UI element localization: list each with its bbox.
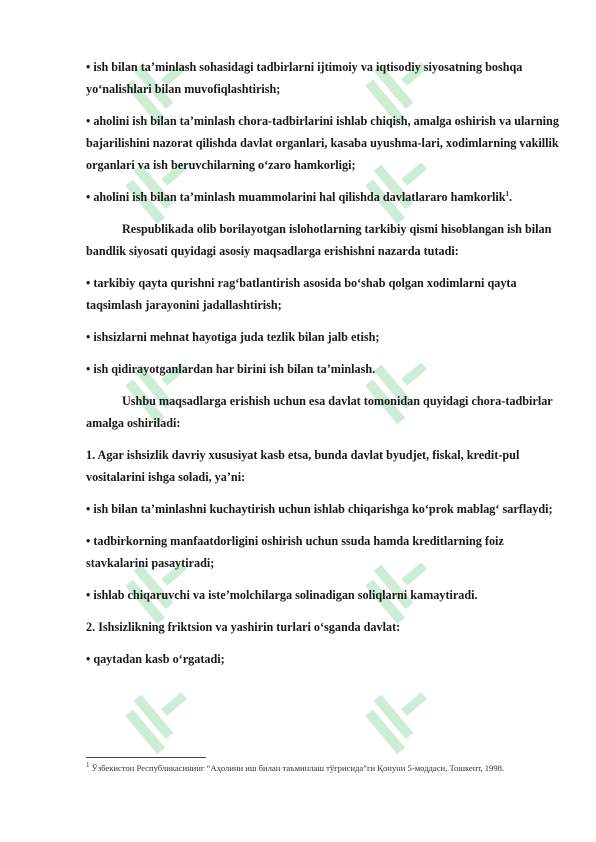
paragraph-end: . — [509, 190, 513, 204]
bullet-paragraph — [86, 186, 566, 208]
bullet-paragraph: • ish qidirayotganlardan har birini ish bilan ta’minlash. — [86, 362, 376, 376]
footnote-marker: 1 — [86, 761, 90, 770]
body-text — [86, 56, 566, 680]
paragraph-text: • aholini ish bilan ta’minlash muammolarini hal qilishda davlatlararo hamkorlik — [86, 190, 506, 204]
footnote-text: Ўзбекистон Республикасининг “Аҳолини иш билан таъминлаш тўғрисида”ги Қонуни 5-моддаси, Тошкент, 1998. — [89, 763, 505, 773]
footnote-divider — [86, 757, 206, 758]
indented-paragraph: Respublikada olib borilayotgan islohotlarning tarkibiy qismi hisoblangan ish bilan bandlik siyosati quyidagi asosiy maqsadlarga erishishni nazarda tutadi: — [86, 222, 552, 258]
bullet-paragraph: • ish bilan ta’minlashni kuchaytirish uchun ishlab chiqarishga ko‘prok mablag‘ sarflaydi; — [86, 502, 553, 516]
footnote — [86, 762, 556, 774]
bullet-paragraph: • tadbirkorning manfaatdorligini oshirish uchun ssuda hamda kreditlarning foiz stavkalarini pasaytiradi; — [86, 534, 504, 570]
bullet-paragraph: • ishsizlarni mehnat hayotiga juda tezlik bilan jalb etish; — [86, 330, 380, 344]
footnote-reference[interactable]: 1 — [505, 189, 510, 198]
bullet-paragraph: • tarkibiy qayta qurishni rag‘batlantirish asosida bo‘shab qolgan xodimlarni qayta taqsimlash jarayonini jadallashtirish; — [86, 276, 517, 312]
numbered-paragraph: 2. Ishsizlikning friktsion va yashirin turlari o‘sganda davlat: — [86, 620, 401, 634]
bullet-paragraph: • ish bilan ta’minlash sohasidagi tadbirlarni ijtimoiy va iqtisodiy siyosatning boshqa yo‘nalishlari bilan muvofiqlashtirish; — [86, 60, 523, 96]
indented-paragraph: Ushbu maqsadlarga erishish uchun esa davlat tomonidan quyidagi chora-tadbirlar amalga oshiriladi: — [86, 394, 553, 430]
bullet-paragraph: • aholini ish bilan ta’minlash chora-tadbirlarini ishlab chiqish, amalga oshirish va ularning bajarilishini nazorat qilishda davlat organlari, kasaba uyushma-lari, xodimlarning vakillik organlari va ish beruvchilarning o‘zaro hamkorligi; — [86, 114, 559, 172]
bullet-paragraph: • ishlab chiqaruvchi va iste’molchilarga solinadigan soliqlarni kamaytiradi. — [86, 588, 478, 602]
numbered-paragraph: 1. Agar ishsizlik davriy xususiyat kasb etsa, bunda davlat byudjet, fiskal, kredit-pul vositalarini ishga soladi, ya’ni: — [86, 448, 520, 484]
bullet-paragraph: • qaytadan kasb o‘rgatadi; — [86, 652, 225, 666]
